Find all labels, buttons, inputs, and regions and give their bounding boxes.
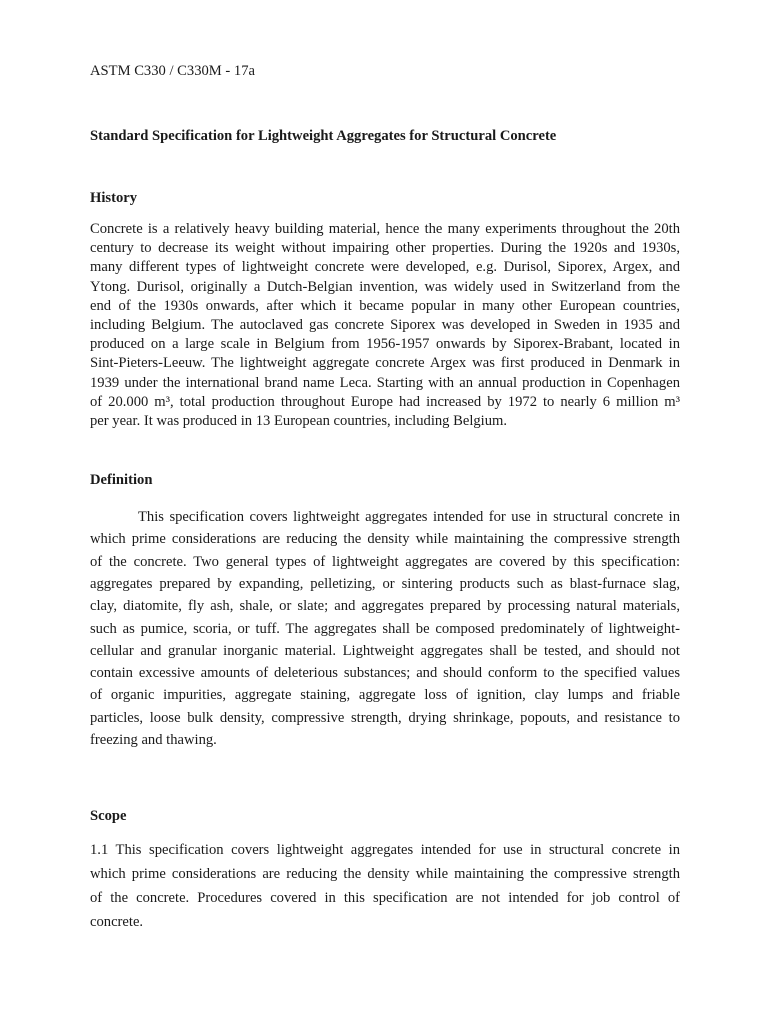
text-line: clay, diatomite, fly ash, shale, or slate; and aggregates prepared by processing natural materials, — [90, 598, 680, 615]
heading-scope: Scope — [90, 808, 127, 824]
text-line: aggregates prepared by expanding, pelletizing, or sintering products such as blast-furnace slag, — [90, 575, 680, 592]
text-line: which prime considerations are reducing the density while maintaining the compressive strength — [90, 866, 680, 882]
text-line: many different types of lightweight concrete were developed, e.g. Durisol, Siporex, Argex, and — [90, 259, 680, 276]
text-line: Ytong. Durisol, originally a Dutch-Belgian invention, was widely used in Switzerland from the — [90, 278, 680, 295]
heading-definition: Definition — [90, 472, 153, 488]
text-line: of the concrete. Procedures covered in this specification are not intended for job control of — [90, 890, 680, 906]
text-line: freezing and thawing. — [90, 732, 217, 748]
text-line: Concrete is a relatively heavy building material, hence the many experiments throughout the 20th — [90, 221, 680, 237]
text-line: 1.1 This specification covers lightweight aggregates intended for use in structural concrete in — [90, 842, 680, 858]
text-line: Sint-Pieters-Leeuw. The lightweight aggregate concrete Argex was first produced in Denmark in — [90, 355, 680, 372]
text-line: particles, loose bulk density, compressive strength, drying shrinkage, popouts, and resistance to — [90, 709, 680, 726]
document-title: Standard Specification for Lightweight Aggregates for Structural Concrete — [90, 128, 557, 144]
text-line: of 20.000 m³, total production throughout Europe had increased by 1972 to nearly 6 million m³ — [90, 393, 680, 410]
text-line: which prime considerations are reducing the density while maintaining the compressive strength — [90, 531, 680, 548]
text-line: per year. It was produced in 13 European countries, including Belgium. — [90, 413, 508, 429]
text-line: 1939 under the international brand name Leca. Starting with an annual production in Copenhagen — [90, 374, 680, 391]
text-line: including Belgium. The autoclaved gas concrete Siporex was developed in Sweden in 1935 and — [90, 317, 680, 333]
text-line: such as pumice, scoria, or tuff. The aggregates shall be composed predominately of lightweight- — [90, 620, 680, 637]
text-line: cellular and granular inorganic material. Lightweight aggregates shall be tested, and should not — [90, 642, 680, 659]
text-line: of the concrete. Two general types of lightweight aggregates are covered by this specification: — [90, 553, 680, 570]
heading-history: History — [90, 190, 138, 206]
document-id: ASTM C330 / C330M - 17a — [90, 63, 255, 79]
text-line: century to decrease its weight without impairing other properties. During the 1920s and 1930s, — [90, 240, 680, 257]
text-line: contain excessive amounts of deleterious substances; and should conform to the specified values — [90, 665, 680, 682]
text-line: This specification covers lightweight aggregates intended for use in structural concrete in — [138, 509, 680, 525]
text-line: end of the 1930s onwards, after which it became popular in many other European countries, — [90, 297, 680, 314]
text-line: produced on a large scale in Belgium from 1956-1957 onwards by Siporex-Brabant, located in — [90, 336, 680, 353]
text-line: concrete. — [90, 914, 144, 930]
text-line: of organic impurities, aggregate staining, aggregate loss of ignition, clay lumps and friable — [90, 687, 680, 704]
